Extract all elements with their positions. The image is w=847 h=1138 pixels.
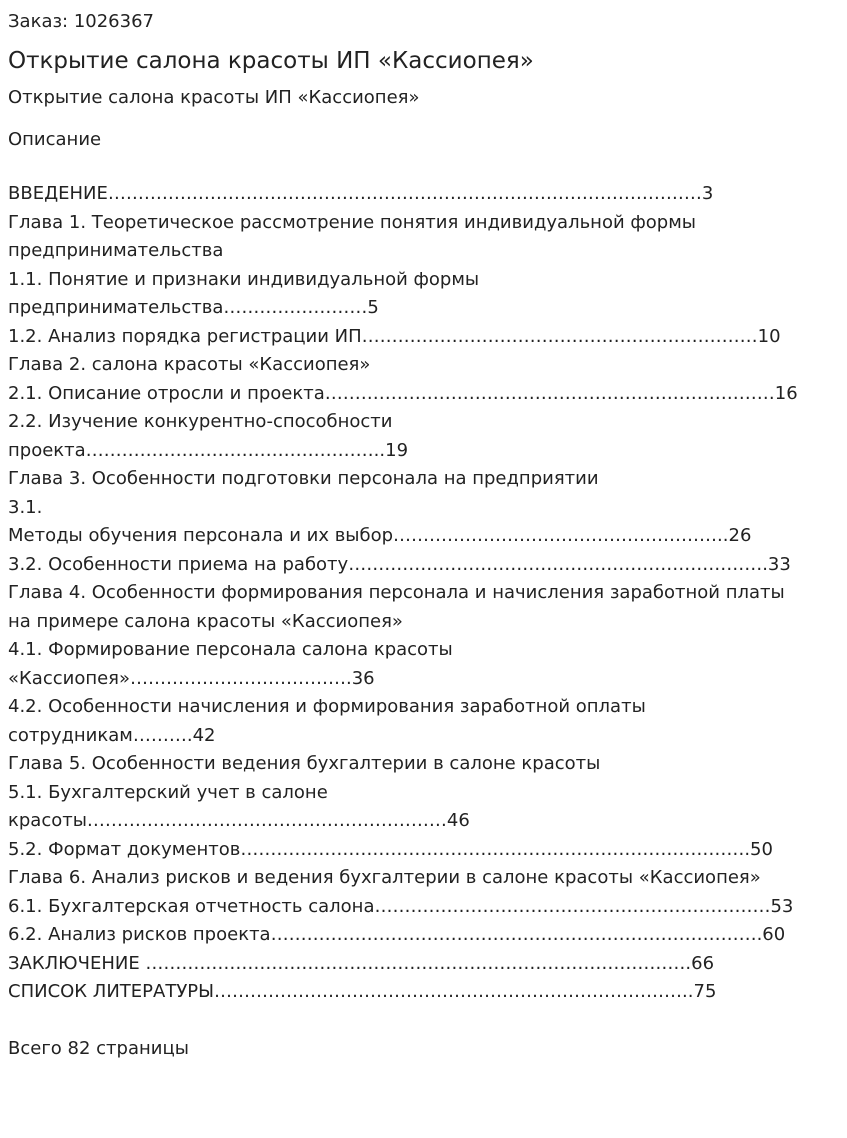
toc-line: красоты……………………………………………………46 xyxy=(8,810,470,831)
page-title: Открытие салона красоты ИП «Кассиопея» xyxy=(8,48,534,74)
toc-line: 6.1. Бухгалтерская отчетность салона…………………………………………………………53 xyxy=(8,895,794,917)
toc-line: на примере салона красоты «Кассиопея» xyxy=(8,610,403,632)
toc-line: предпринимательства xyxy=(8,240,224,261)
toc-line: проекта…………………………………………..19 xyxy=(8,439,409,461)
total-pages: Всего 82 страницы xyxy=(8,1038,189,1059)
order-number: Заказ: 1026367 xyxy=(8,11,154,32)
toc-line: 5.1. Бухгалтерский учет в салоне xyxy=(8,781,328,803)
toc-line: 2.1. Описание отросли и проекта…………………………………………………………………16 xyxy=(8,382,798,404)
table-of-contents xyxy=(8,180,847,1007)
toc-line: Глава 5. Особенности ведения бухгалтерии в салоне красоты xyxy=(8,753,601,774)
toc-line: 1.1. Понятие и признаки индивидуальной формы xyxy=(8,268,480,290)
toc-line: 1.2. Анализ порядка регистрации ИП…………………………………………………………10 xyxy=(8,325,781,347)
toc-line: СПИСОК ЛИТЕРАТУРЫ……………………………………………………………………..75 xyxy=(8,981,717,1002)
toc-line: 2.2. Изучение конкурентно-способности xyxy=(8,411,393,432)
toc-line: Методы обучения персонала и их выбор………………………………………………..26 xyxy=(8,525,752,546)
toc-line: Глава 4. Особенности формирования персонала и начисления заработной платы xyxy=(8,582,785,603)
toc-line: 3.1. xyxy=(8,496,43,518)
toc-line: 4.1. Формирование персонала салона красоты xyxy=(8,639,453,660)
toc-line: 3.2. Особенности приема на работу…………………………………………………………….33 xyxy=(8,553,791,575)
toc-line: 6.2. Анализ рисков проекта……………………………………………………………………….60 xyxy=(8,924,786,945)
toc-line: 5.2. Формат документов………………………………………………………………………….50 xyxy=(8,838,773,860)
toc-line: сотрудникам……….42 xyxy=(8,724,216,746)
toc-line: Глава 1. Теоретическое рассмотрение понятия индивидуальной формы xyxy=(8,211,696,233)
page-subtitle: Открытие салона красоты ИП «Кассиопея» xyxy=(8,87,420,108)
toc-line: «Кассиопея»……………………………….36 xyxy=(8,667,375,689)
toc-line: Глава 2. салона красоты «Кассиопея» xyxy=(8,354,371,375)
toc-line: 4.2. Особенности начисления и формирования заработной оплаты xyxy=(8,696,646,717)
toc-line: ЗАКЛЮЧЕНИЕ ……………………………………………………………………………….66 xyxy=(8,952,715,974)
toc-line: Глава 6. Анализ рисков и ведения бухгалтерии в салоне красоты «Кассиопея» xyxy=(8,867,761,888)
toc-line: ВВЕДЕНИЕ………………………………………………………………………………………3 xyxy=(8,183,714,204)
toc-line: Глава 3. Особенности подготовки персонала на предприятии xyxy=(8,468,599,489)
description-heading: Описание xyxy=(8,129,102,150)
toc-line: предпринимательства……………………5 xyxy=(8,297,379,318)
